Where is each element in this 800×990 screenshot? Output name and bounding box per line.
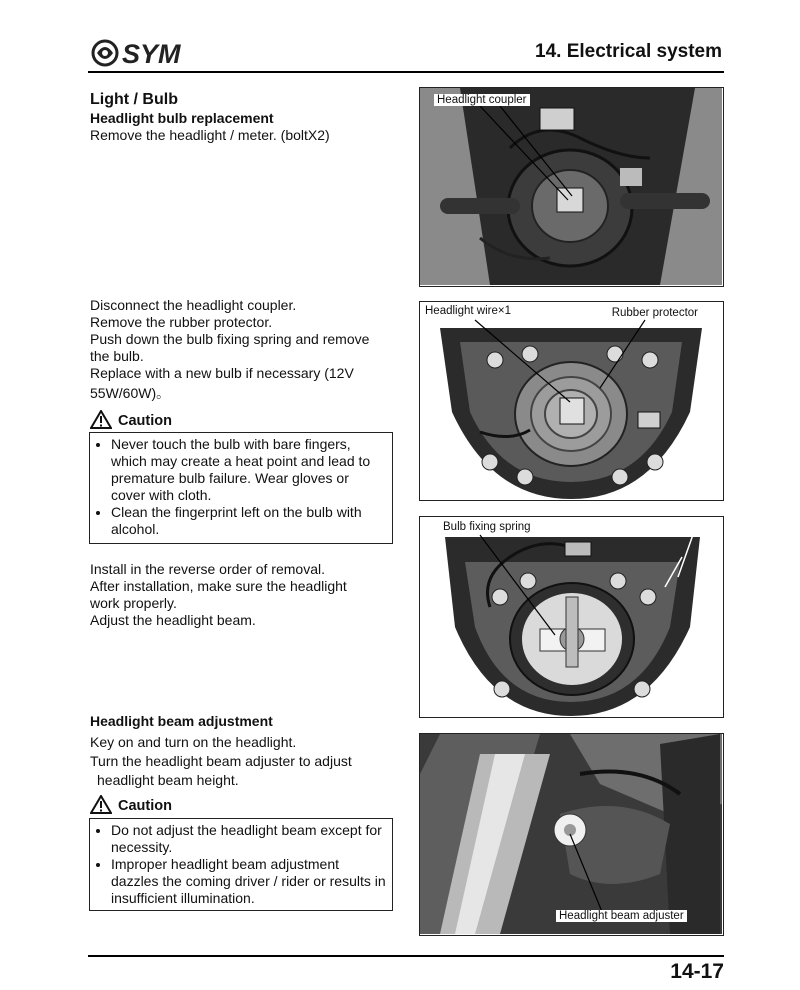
step-remove-headlight: Remove the headlight / meter. (boltX2) <box>90 127 330 143</box>
step-line: Adjust the headlight beam. <box>90 612 256 628</box>
section-title: 14. Electrical system <box>535 41 722 62</box>
photo-bulb-fixing-spring <box>419 516 724 718</box>
caution-box <box>89 818 393 911</box>
step-line: Remove the rubber protector. <box>90 314 273 330</box>
step-line: After installation, make sure the headlight <box>90 578 347 594</box>
caution-heading <box>90 795 172 814</box>
caution-label: Caution <box>118 413 172 429</box>
photo-label: Headlight wire×1 <box>422 305 514 317</box>
sym-emblem-icon <box>93 41 117 65</box>
step-line: Turn the headlight beam adjuster to adjust <box>90 753 352 769</box>
step-line: Replace with a new bulb if necessary (12V <box>90 365 354 381</box>
gear-icon <box>554 814 586 846</box>
photo-label: Bulb fixing spring <box>440 521 534 533</box>
caution-item: • Do not adjust the headlight beam except for necessity. <box>111 822 386 856</box>
step-line: Install in the reverse order of removal. <box>90 561 325 577</box>
svg-text:SYM: SYM <box>122 39 181 69</box>
step-line: Key on and turn on the headlight. <box>90 734 297 750</box>
beam-adjust-title: Headlight beam adjustment <box>90 713 273 729</box>
page-title: Light / Bulb <box>90 91 178 108</box>
warning-icon <box>90 410 112 429</box>
caution-box <box>89 432 393 544</box>
caution-item: • Clean the fingerprint left on the bulb with alcohol. <box>111 504 386 538</box>
page-number: 14-17 <box>670 960 724 983</box>
steps-install <box>90 561 410 629</box>
beam-adjust-steps <box>90 733 410 790</box>
step-line: work properly. <box>90 595 177 611</box>
step-line: Push down the bulb fixing spring and remove <box>90 331 370 347</box>
caution-label: Caution <box>118 798 172 814</box>
photo-headlight-coupler <box>419 87 724 287</box>
header-rule <box>88 71 724 73</box>
photo-label: Rubber protector <box>609 307 701 319</box>
photo-label: Headlight coupler <box>434 94 530 106</box>
step-line: the bulb. <box>90 348 144 364</box>
subsection-title: Headlight bulb replacement <box>90 110 274 126</box>
footer-rule <box>88 955 724 957</box>
photo-label: Headlight beam adjuster <box>556 910 687 922</box>
step-line: 55W/60W)。 <box>90 385 171 401</box>
caution-heading <box>90 410 172 429</box>
photo-rubber-protector <box>419 301 724 501</box>
caution-item: • Never touch the bulb with bare fingers, which may create a heat point and lead to premature bulb failure. Wear gloves or cover with cloth. <box>111 436 386 504</box>
steps-bulb-removal <box>90 297 410 402</box>
caution-item: • Improper headlight beam adjustment dazzles the coming driver / rider or results in insufficient illumination. <box>111 856 386 907</box>
photo-beam-adjuster <box>419 733 724 936</box>
step-line: Disconnect the headlight coupler. <box>90 297 297 313</box>
warning-icon <box>90 795 112 814</box>
step-line: headlight beam height. <box>97 772 239 788</box>
sym-logo <box>90 36 210 70</box>
